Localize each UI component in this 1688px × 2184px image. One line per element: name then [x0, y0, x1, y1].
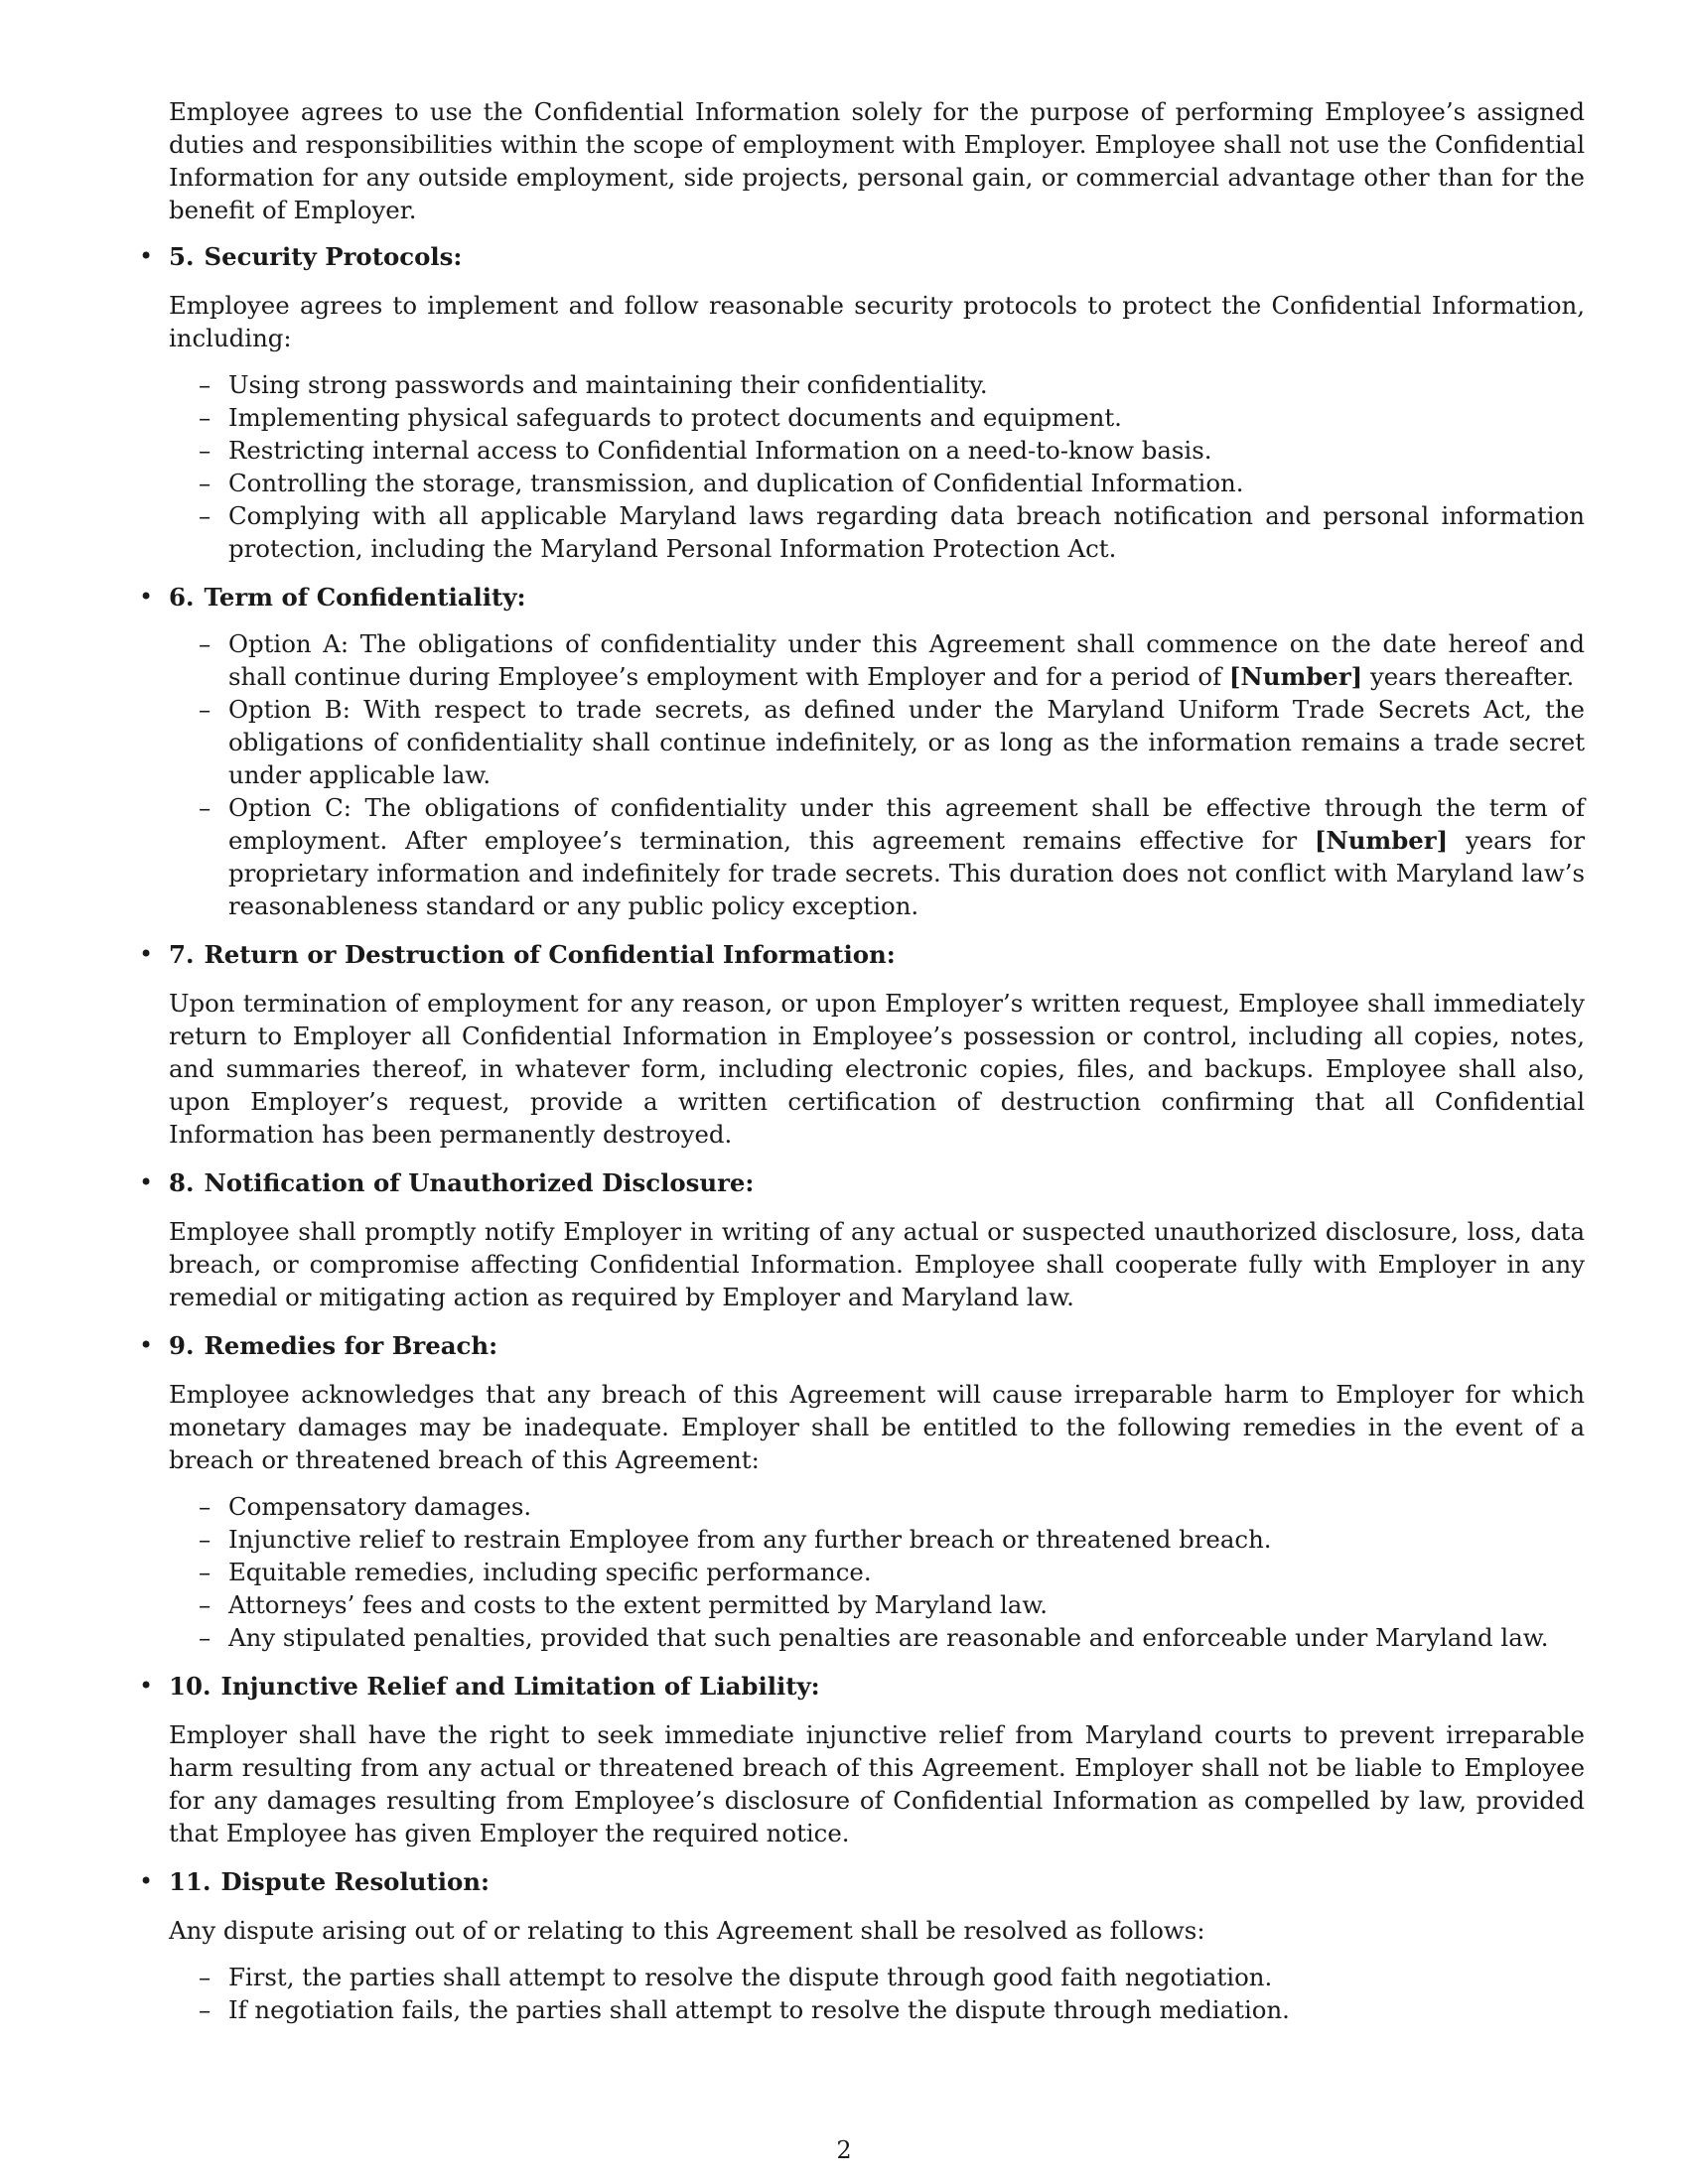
bullet-icon: • — [139, 1867, 154, 1895]
dash-icon: – — [199, 1558, 211, 1586]
bullet-icon: • — [139, 940, 154, 968]
dash-icon: – — [199, 501, 211, 530]
bullet-icon: • — [139, 583, 154, 611]
dash-list — [169, 627, 1585, 922]
option-c: – Option C: The obligations of confidentiality under this agreement shall be effective through the term of employment. After employee’s termination, this agreement remains effective for [Number] years for proprietary information and indefinitely for trade secrets. This duration does not conflict with Maryland law’s reasonableness standard or any public policy exception. — [199, 793, 1585, 920]
section-9 — [139, 1329, 1585, 1654]
section-title: 11. Dispute Resolution: — [169, 1867, 490, 1896]
dash-icon: – — [199, 1623, 211, 1652]
bullet-icon: • — [139, 1168, 154, 1196]
dash-icon: – — [199, 1995, 211, 2024]
bullet-icon: • — [139, 242, 154, 270]
section-11 — [139, 1865, 1585, 2026]
section-body: Employer shall have the right to seek immediate injunctive relief from Maryland courts to prevent irreparable harm resulting from any actual or threatened breach of this Agreement. Employer shall not be liable to Employee for any damages resulting from Employee’s disclosure of Confidential Information as compelled by law, provided that Employee has given Employer the required notice. — [169, 1720, 1585, 1847]
dash-icon: – — [199, 436, 211, 465]
bullet-icon: • — [139, 1331, 154, 1359]
option-b: – Option B: With respect to trade secrets, as defined under the Maryland Uniform Trade Secrets Act, the obligations of confidentiality shall continue indefinitely, or as long as the information remains a trade secret under applicable law. — [199, 695, 1585, 789]
section-6 — [139, 581, 1585, 922]
dash-list — [169, 1961, 1585, 2026]
dash-icon: – — [199, 1590, 211, 1619]
dash-icon: – — [199, 629, 211, 658]
list-item: – Using strong passwords and maintaining their confidentiality. — [199, 370, 988, 399]
list-item: – Complying with all applicable Maryland laws regarding data breach notification and personal information protection, including the Maryland Personal Information Protection Act. — [199, 501, 1585, 563]
list-item: – Attorneys’ fees and costs to the extent permitted by Maryland law. — [199, 1590, 1049, 1619]
list-item: – Compensatory damages. — [199, 1492, 532, 1521]
section-body: Upon termination of employment for any reason, or upon Employer’s written request, Employee shall immediately return to Employer all Confidential Information in Employee’s possession or control, including all copies, notes, and summaries thereof, in whatever form, including electronic copies, files, and backups. Employee shall also, upon Employer’s request, provide a written certification of destruction confirming that all Confidential Information has been permanently destroyed. — [169, 989, 1585, 1149]
dash-list — [169, 368, 1585, 565]
option-a: – Option A: The obligations of confidentiality under this Agreement shall commence on the date hereof and shall continue during Employee’s employment with Employer and for a period of [Number] years thereafter. — [199, 629, 1585, 691]
list-item: – Any stipulated penalties, provided that such penalties are reasonable and enforceable under Maryland law. — [199, 1623, 1549, 1652]
section-8 — [139, 1166, 1585, 1313]
section-title: 10. Injunctive Relief and Limitation of Liability: — [169, 1672, 820, 1701]
bullet-icon: • — [139, 1672, 154, 1700]
section-body: Any dispute arising out of or relating to this Agreement shall be resolved as follows: — [169, 1916, 1205, 1945]
list-item: – First, the parties shall attempt to resolve the dispute through good faith negotiation. — [199, 1963, 1273, 1991]
section-title: 7. Return or Destruction of Confidential Information: — [169, 940, 896, 969]
page-number: 2 — [836, 2136, 852, 2164]
dash-list — [169, 1490, 1585, 1654]
dash-icon: – — [199, 1963, 211, 1991]
dash-icon: – — [199, 403, 211, 432]
section-10 — [139, 1670, 1585, 1849]
section-body: Employee acknowledges that any breach of this Agreement will cause irreparable harm to Employer for which monetary damages may be inadequate. Employer shall be entitled to the following remedies in the event of a breach or threatened breach of this Agreement: — [169, 1380, 1585, 1474]
dash-icon: – — [199, 370, 211, 399]
dash-icon: – — [199, 1525, 211, 1554]
section-title: 5. Security Protocols: — [169, 242, 463, 271]
list-item: – If negotiation fails, the parties shall attempt to resolve the dispute through mediation. — [199, 1995, 1290, 2024]
list-item: – Equitable remedies, including specific performance. — [199, 1558, 872, 1586]
list-item: – Controlling the storage, transmission, and duplication of Confidential Information. — [199, 469, 1244, 497]
section-title: 6. Term of Confidentiality: — [169, 583, 526, 612]
list-item: – Implementing physical safeguards to protect documents and equipment. — [199, 403, 1122, 432]
dash-icon: – — [199, 695, 211, 724]
section-body: Employee agrees to implement and follow reasonable security protocols to protect the Confidential Information, including: — [169, 291, 1585, 352]
list-item: – Injunctive relief to restrain Employee from any further breach or threatened breach. — [199, 1525, 1272, 1554]
dash-icon: – — [199, 1492, 211, 1521]
intro-paragraph: Employee agrees to use the Confidential Information solely for the purpose of performing Employee’s assigned duties and responsibilities within the scope of employment with Employer. Employee shall not use the Confidential Information for any outside employment, side projects, personal gain, or commercial advantage other than for the benefit of Employer. — [169, 97, 1585, 224]
section-5 — [139, 240, 1585, 565]
section-title: 9. Remedies for Breach: — [169, 1331, 498, 1360]
dash-icon: – — [199, 469, 211, 497]
section-title: 8. Notification of Unauthorized Disclosure: — [169, 1168, 755, 1197]
dash-icon: – — [199, 793, 211, 822]
document-page — [139, 95, 1585, 2042]
section-body: Employee shall promptly notify Employer in writing of any actual or suspected unauthorized disclosure, loss, data breach, or compromise affecting Confidential Information. Employee shall cooperate fully with Employer in any remedial or mitigating action as required by Employer and Maryland law. — [169, 1217, 1585, 1311]
section-7 — [139, 938, 1585, 1151]
list-item: – Restricting internal access to Confidential Information on a need-to-know basis. — [199, 436, 1212, 465]
